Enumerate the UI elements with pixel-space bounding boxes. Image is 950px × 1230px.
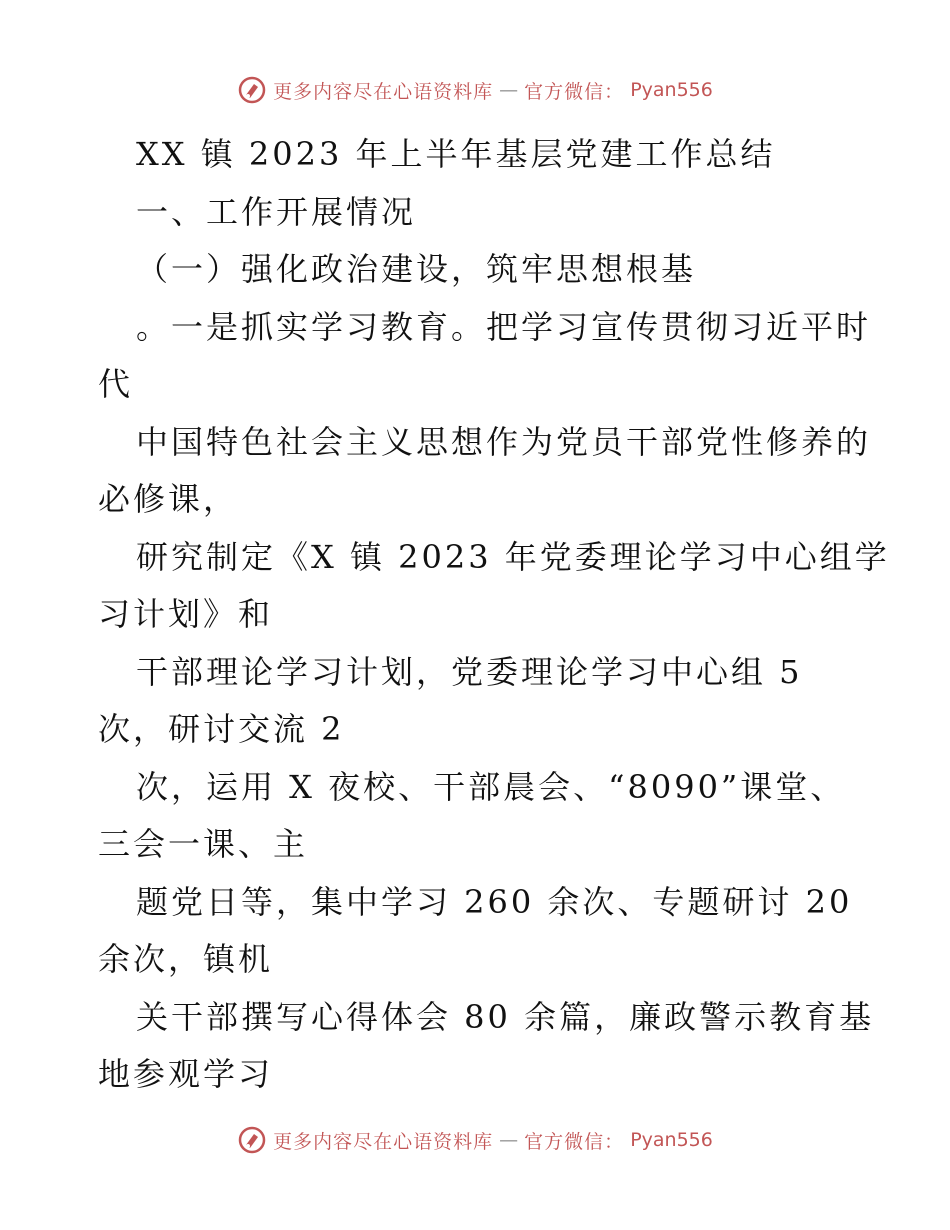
document-line: 研究制定《X 镇 2023 年党委理论学习中心组学 <box>136 537 890 576</box>
document-line: 题党日等，集中学习 260 余次、专题研讨 20 <box>136 882 853 921</box>
document-line: 关干部撰写心得体会 80 余篇，廉政警示教育基 <box>136 997 875 1036</box>
watermark-header <box>0 70 950 110</box>
document-line: 干部理论学习计划，党委理论学习中心组 5 <box>136 652 803 691</box>
watermark-label: 官方微信： <box>524 80 625 103</box>
brand-logo-icon <box>237 75 267 105</box>
document-line: 代 <box>98 365 134 403</box>
document-line: 次，运用 X 夜校、干部晨会、“8090”课堂、 <box>136 767 846 806</box>
document-line: （一）强化政治建设，筑牢思想根基 <box>136 250 697 288</box>
watermark-account: Pyan556 <box>630 79 713 101</box>
document-line: 。一是抓实学习教育。把学习宣传贯彻习近平时 <box>136 307 872 346</box>
brand-logo-icon <box>237 1125 267 1155</box>
watermark-footer <box>0 1120 950 1160</box>
watermark-account: Pyan556 <box>630 1129 713 1151</box>
document-line: 习计划》和 <box>98 595 274 633</box>
document-line: 地参观学习 <box>98 1055 274 1093</box>
document-line: 余次，镇机 <box>98 940 274 978</box>
watermark-separator: — <box>499 1129 519 1151</box>
document-line: 中国特色社会主义思想作为党员干部党性修养的 <box>136 422 872 461</box>
document-line: XX 镇 2023 年上半年基层党建工作总结 <box>136 135 776 173</box>
document-line: 一、工作开展情况 <box>136 192 417 231</box>
document-line: 次，研讨交流 2 <box>98 710 345 748</box>
document-line: 必修课， <box>98 480 239 518</box>
document-body <box>98 126 890 1104</box>
watermark-text: 更多内容尽在心语资料库 <box>273 1130 494 1153</box>
document-line: 三会一课、主 <box>98 825 309 863</box>
watermark-label: 官方微信： <box>524 1130 625 1153</box>
watermark-text: 更多内容尽在心语资料库 <box>273 80 494 103</box>
watermark-separator: — <box>499 79 519 101</box>
